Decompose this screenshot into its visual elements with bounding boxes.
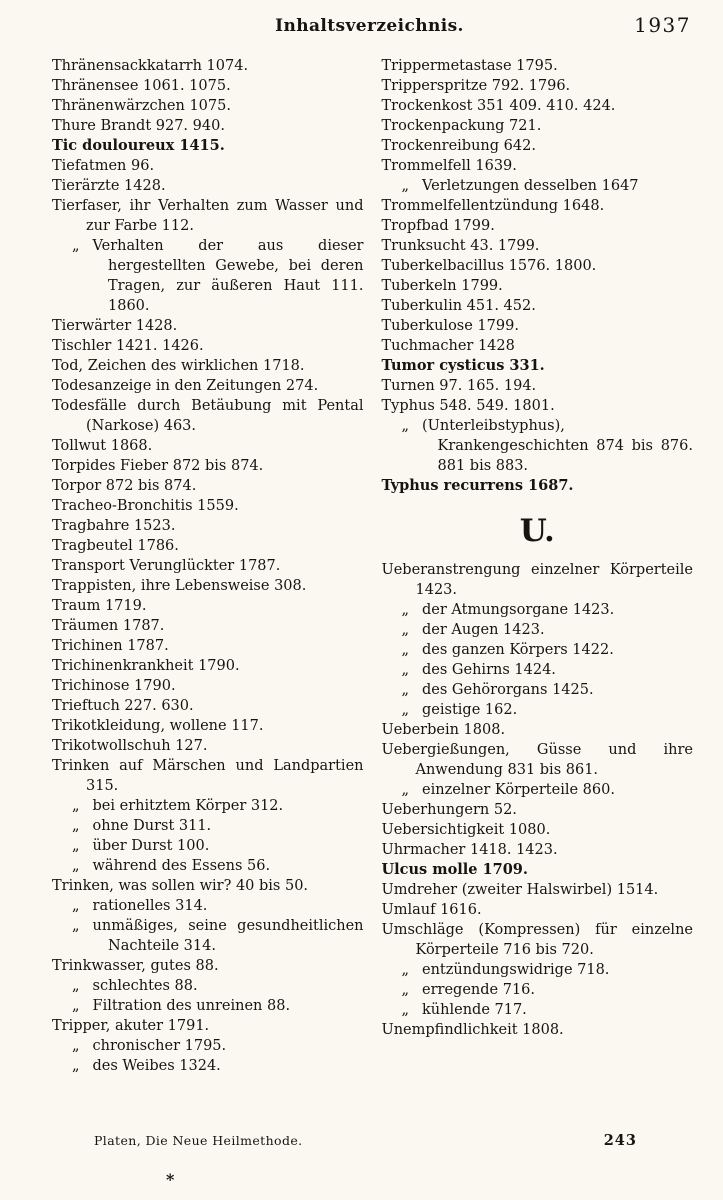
index-entry: Trockenreibung 642.: [381, 138, 536, 154]
index-entry: Tracheo-Bronchitis 1559.: [52, 498, 239, 514]
ditto-mark: „: [401, 1002, 410, 1018]
index-entry: Tod, Zeichen des wirklichen 1718.: [52, 358, 305, 374]
index-entry: Trikotkleidung, wollene 117.: [52, 718, 264, 734]
index-subentry: „ über Durst 100.: [72, 838, 210, 854]
ditto-mark: „: [72, 918, 80, 934]
index-entry: Ueberbein 1808.: [381, 722, 506, 738]
index-subentry: „ kühlende 717.: [401, 1002, 527, 1018]
index-entry: Uebersichtigkeit 1080.: [381, 822, 551, 838]
index-subentry: „ geistige 162.: [401, 702, 518, 718]
index-subentry: „ Filtration des unreinen 88.: [72, 998, 291, 1014]
index-entry: Tragbahre 1523.: [52, 518, 176, 534]
ditto-mark: „: [401, 702, 410, 718]
index-entry: Tierfaser, ihr Verhalten zum Wasser und zur Farbe 112.: [52, 198, 364, 234]
index-entry: Trinkwasser, gutes 88.: [52, 958, 219, 974]
ditto-mark: „: [401, 178, 410, 194]
ditto-mark: „: [401, 682, 410, 698]
index-entry: Todesanzeige in den Zeitungen 274.: [52, 378, 319, 394]
index-entry: Trinken auf Märschen und Landpartien 315.: [52, 758, 364, 794]
index-entry: Uebergießungen, Güsse und ihre Anwendung 831 bis 861.: [381, 742, 693, 778]
index-entry: Tierwärter 1428.: [52, 318, 178, 334]
index-entry: Torpides Fieber 872 bis 874.: [52, 458, 264, 474]
index-subentry: „ entzündungswidrige 718.: [401, 962, 610, 978]
ditto-mark: „: [401, 962, 410, 978]
index-entry: Trockenpackung 721.: [381, 118, 542, 134]
index-subentry: „ der Augen 1423.: [401, 622, 545, 638]
index-subentry: „ Verhalten der aus dieser hergestellten Gewebe, bei deren Tragen, zur äußeren Haut 111. 1860.: [72, 238, 364, 314]
index-entry: Ulcus molle 1709.: [381, 861, 528, 878]
index-entry: Tripper, akuter 1791.: [52, 1018, 210, 1034]
ditto-mark: „: [72, 798, 80, 814]
index-entry: Trichinose 1790.: [52, 678, 176, 694]
ditto-mark: „: [72, 1058, 80, 1074]
ditto-mark: „: [401, 782, 410, 798]
index-entry: Turnen 97. 165. 194.: [381, 378, 537, 394]
ditto-mark: „: [72, 858, 80, 874]
index-subentry: „ des Gehörorgans 1425.: [401, 682, 594, 698]
index-subentry: „ der Atmungsorgane 1423.: [401, 602, 615, 618]
ditto-mark: „: [72, 838, 80, 854]
page-footer: [0, 1128, 723, 1156]
index-subentry: „ schlechtes 88.: [72, 978, 198, 994]
index-entry: Tuchmacher 1428: [381, 338, 515, 354]
index-entry: Unempfindlichkeit 1808.: [381, 1022, 564, 1038]
index-entry: Thränenwärzchen 1075.: [52, 98, 231, 114]
index-subentry: „ des Gehirns 1424.: [401, 662, 556, 678]
index-subentry: „ des Weibes 1324.: [72, 1058, 221, 1074]
index-entry: Tuberkeln 1799.: [381, 278, 503, 294]
index-entry: Trichinen 1787.: [52, 638, 169, 654]
index-entry: Tropfbad 1799.: [381, 218, 495, 234]
index-entry: Thränensackkatarrh 1074.: [52, 58, 249, 74]
index-entry: Tripperspritze 792. 1796.: [381, 78, 571, 94]
footer-imprint: Platen, Die Neue Heilmethode.: [94, 1133, 303, 1148]
index-entry: Trockenkost 351 409. 410. 424.: [381, 98, 616, 114]
index-entry: Tuberkelbacillus 1576. 1800.: [381, 258, 597, 274]
index-entry: Umlauf 1616.: [381, 902, 482, 918]
index-subentry: „ des ganzen Körpers 1422.: [401, 642, 614, 658]
index-entry: Tollwut 1868.: [52, 438, 153, 454]
index-entry: Trichinenkrankheit 1790.: [52, 658, 240, 674]
ditto-mark: „: [72, 238, 80, 254]
ditto-mark: „: [72, 818, 80, 834]
index-entry: Ueberhungern 52.: [381, 802, 517, 818]
index-entry: Tic douloureux 1415.: [52, 137, 225, 154]
index-entry: Umschläge (Kompressen) für einzelne Körperteile 716 bis 720.: [381, 922, 693, 958]
ditto-mark: „: [72, 898, 80, 914]
ditto-mark: „: [401, 602, 410, 618]
index-subentry: „ chronischer 1795.: [72, 1038, 227, 1054]
index-subentry: „ Verletzungen desselben 1647: [401, 178, 639, 194]
ditto-mark: „: [401, 622, 410, 638]
index-subentry: „ rationelles 314.: [72, 898, 208, 914]
index-subentry: „ ohne Durst 311.: [72, 818, 212, 834]
index-entry: Tuberkulin 451. 452.: [381, 298, 536, 314]
page-header: [0, 0, 723, 52]
ditto-mark: „: [72, 1038, 80, 1054]
index-entry: Trommelfell 1639.: [381, 158, 517, 174]
ditto-mark: „: [72, 978, 80, 994]
ditto-mark: „: [401, 982, 410, 998]
ditto-mark: „: [401, 662, 410, 678]
index-entry: Tragbeutel 1786.: [52, 538, 179, 554]
index-entry: Tiefatmen 96.: [52, 158, 155, 174]
index-entry: Tischler 1421. 1426.: [52, 338, 204, 354]
ditto-mark: „: [72, 998, 80, 1014]
index-entry: Träumen 1787.: [52, 618, 165, 634]
page-title: Inhaltsverzeichnis.: [275, 16, 464, 36]
index-entry: Trikotwollschuh 127.: [52, 738, 208, 754]
index-entry: Trappisten, ihre Lebensweise 308.: [52, 578, 307, 594]
index-subentry: „ unmäßiges, seine gesundheitlichen Nachteile 314.: [72, 918, 364, 954]
index-entry: Tumor cysticus 331.: [381, 357, 545, 374]
ditto-mark: „: [401, 418, 410, 434]
index-entry: Typhus 548. 549. 1801.: [381, 398, 555, 414]
index-subentry: „ (Unterleibstyphus), Krankengeschichten 874 bis 876. 881 bis 883.: [401, 418, 693, 474]
index-entry: Tierärzte 1428.: [52, 178, 166, 194]
footer-signature-number: 243: [603, 1132, 637, 1149]
index-column-left: [52, 56, 364, 1128]
page-number: 1937: [634, 13, 691, 37]
index-entry: Trunksucht 43. 1799.: [381, 238, 540, 254]
index-subentry: „ einzelner Körperteile 860.: [401, 782, 615, 798]
index-subentry: „ bei erhitztem Körper 312.: [72, 798, 284, 814]
index-entry: Traum 1719.: [52, 598, 147, 614]
index-entry: Transport Verunglückter 1787.: [52, 558, 281, 574]
index-entry: Trieftuch 227. 630.: [52, 698, 194, 714]
index-entry: Umdreher (zweiter Halswirbel) 1514.: [381, 882, 659, 898]
index-entry: Torpor 872 bis 874.: [52, 478, 197, 494]
index-columns: [0, 52, 723, 1128]
ditto-mark: „: [401, 642, 410, 658]
footnote-asterisk: *: [166, 1170, 175, 1189]
section-letter-heading: U.: [519, 513, 555, 549]
index-entry: Ueberanstrengung einzelner Körperteile 1423.: [381, 562, 693, 598]
index-subentry: „ während des Essens 56.: [72, 858, 271, 874]
index-entry: Trinken, was sollen wir? 40 bis 50.: [52, 878, 309, 894]
index-entry: Tuberkulose 1799.: [381, 318, 519, 334]
index-entry: Trommelfellentzündung 1648.: [381, 198, 605, 214]
index-entry: Typhus recurrens 1687.: [381, 477, 574, 494]
index-entry: Thure Brandt 927. 940.: [52, 118, 225, 134]
index-column-right: [382, 56, 694, 1128]
index-entry: Thränensee 1061. 1075.: [52, 78, 231, 94]
index-entry: Uhrmacher 1418. 1423.: [381, 842, 558, 858]
index-entry: Trippermetastase 1795.: [381, 58, 558, 74]
index-entry: Todesfälle durch Betäubung mit Pental (Narkose) 463.: [52, 398, 364, 434]
index-subentry: „ erregende 716.: [401, 982, 535, 998]
